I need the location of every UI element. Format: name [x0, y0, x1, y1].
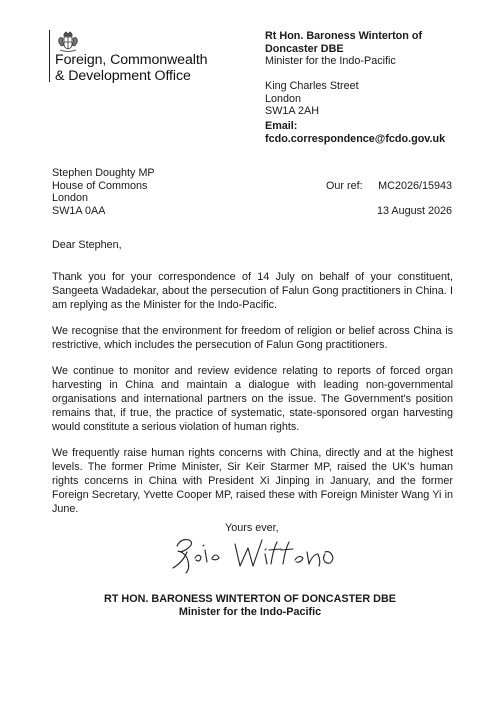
recipient-line: Stephen Doughty MP	[52, 167, 155, 179]
department-name	[55, 52, 207, 84]
address-line: SW1A 2AH	[265, 105, 320, 117]
department-line-2: & Development Office	[55, 68, 191, 84]
body-paragraph: We frequently raise human rights concerns with China, directly and at the highest levels. The former Prime Minister, Sir Keir Starmer MP, raised the UK's human rights concerns in China with President Xi Jinping in January, and the former Foreign Secretary, Yvette Cooper MP, raised these with Foreign Minister Wang Yi in June.	[52, 447, 453, 515]
address-line: London	[265, 92, 302, 105]
sender-block	[265, 30, 422, 68]
recipient-line: House of Commons	[52, 179, 148, 192]
letterhead-rule	[49, 30, 50, 82]
signatory-role: Minister for the Indo-Pacific	[178, 605, 322, 618]
body-paragraph: Thank you for your correspondence of 14 July on behalf of your constituent, Sangeeta Wadadekar, about the persecution of Falun Gong practitioners in China. I am replying as the Minister for the Indo-Pacific.	[52, 271, 453, 311]
recipient-line: SW1A 0AA	[52, 204, 106, 217]
body-paragraph: We recognise that the environment for freedom of religion or belief across China is restrictive, which includes the persecution of Falun Gong practitioners.	[52, 325, 453, 351]
recipient-address	[52, 167, 155, 217]
sender-email-block	[265, 120, 445, 145]
royal-coat-of-arms-icon	[55, 30, 81, 54]
sign-off: Yours ever,	[225, 522, 279, 534]
signatory-name: RT HON. BARONESS WINTERTON OF DONCASTER DBE	[104, 593, 396, 605]
salutation: Dear Stephen,	[52, 239, 122, 251]
address-line: King Charles Street	[265, 80, 359, 92]
sender-role: Minister for the Indo-Pacific	[265, 55, 396, 67]
sender-name-line-1: Rt Hon. Baroness Winterton of	[265, 30, 423, 42]
body-paragraph: We continue to monitor and review evidence relating to reports of forced organ harvesting in China and maintain a dialogue with leading non-governmental organisations and international partners on the issue. The Government's position remains that, if true, the practice of systematic, state-sponsored organ harvesting would constitute a serious violation of human rights.	[52, 365, 453, 433]
reference-label: Our ref:	[326, 180, 363, 192]
signatory-block	[0, 593, 500, 618]
sender-address	[265, 80, 359, 118]
sender-name-line-2: Doncaster DBE	[265, 42, 344, 55]
letter-body	[52, 270, 453, 528]
email-address[interactable]: fcdo.correspondence@fcdo.gov.uk	[265, 132, 446, 145]
recipient-line: London	[52, 192, 89, 204]
letter-date: 13 August 2026	[376, 205, 452, 217]
reference-value: MC2026/15943	[378, 180, 452, 192]
department-line-1: Foreign, Commonwealth	[55, 52, 208, 68]
email-label: Email:	[265, 120, 298, 132]
handwritten-signature	[165, 528, 350, 578]
